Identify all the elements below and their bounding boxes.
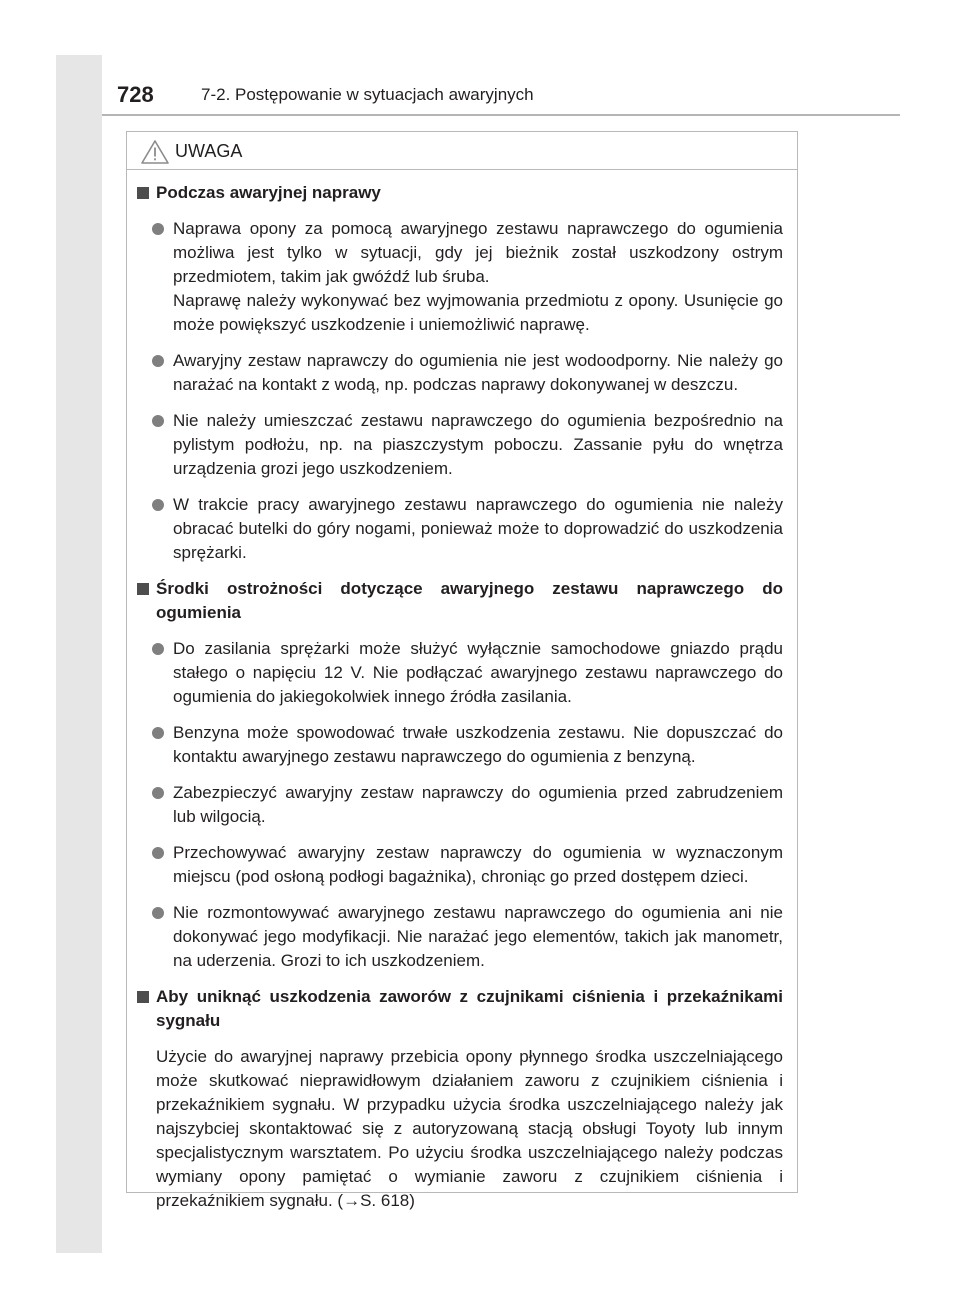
warning-title: UWAGA [175,141,243,161]
section-title: 7-2. Postępowanie w sytuacjach awaryjnych [201,85,534,104]
list-item: Awaryjny zestaw naprawczy do ogumienia nie jest wodoodporny. Nie należy go narażać na kontakt z wodą, np. podczas naprawy dokonywanej w deszczu. [137,349,783,397]
warning-box [126,131,798,1210]
bullet-icon [152,223,164,235]
warning-triangle-icon [140,139,170,165]
body-paragraph: Użycie do awaryjnej naprawy przebicia opony płynnego środka uszczelniającego może skutkować nieprawidłowym działaniem zaworu z czujnikiem ciśnienia i przekaźnikiem sygnału. W przypadku użycia środka uszczelniającego należy jak najszybciej skontaktować się z autoryzowaną stacją obsługi Toyoty lub innym specjalistycznym warsztatem. Po użyciu środka uszczelniającego należy podczas wymiany opony pamiętać o wymianie zaworu z czujnikiem ciśnienia i przekaźnikiem sygnału. (→S. 618) [156,1047,783,1210]
bullet-icon [152,643,164,655]
square-bullet-icon [137,991,149,1003]
list-item: Zabezpieczyć awaryjny zestaw naprawczy do ogumienia przed zabrudzeniem lub wilgocią. [137,781,783,829]
section-heading: Środki ostrożności dotyczące awaryjnego zestawu naprawczego do ogumienia [137,577,783,625]
header-rule [102,114,900,116]
bullet-icon [152,847,164,859]
warning-header [127,132,797,170]
warning-content [137,181,783,1213]
list-item: Naprawa opony za pomocą awaryjnego zestawu naprawczego do ogumienia możliwa jest tylko w sytuacji, gdy jej bieżnik został uszkodzony ostrym przedmiotem, takim jak gwóźdź lub śruba. Naprawę należy wykonywać bez wyjmowania przedmiotu z opony. Usunięcie go może powiększyć uszkodzenie i uniemożliwić naprawę. [137,217,783,337]
bullet-icon [152,787,164,799]
section-heading: Podczas awaryjnej naprawy [137,181,783,205]
page-number: 728 [117,82,154,107]
bullet-icon [152,355,164,367]
list-item: Do zasilania sprężarki może służyć wyłącznie samochodowe gniazdo prądu stałego o napięciu 12 V. Nie podłączać awaryjnego zestawu naprawczego do ogumienia do jakiegokolwiek innego źródła zasilania. [137,637,783,709]
page-sidebar [56,55,102,1253]
list-item: W trakcie pracy awaryjnego zestawu naprawczego do ogumienia nie należy obracać butelki do góry nogami, ponieważ może to doprowadzić do uszkodzenia sprężarki. [137,493,783,565]
bullet-icon [152,499,164,511]
square-bullet-icon [137,187,149,199]
list-item: Benzyna może spowodować trwałe uszkodzenia zestawu. Nie dopuszczać do kontaktu awaryjnego zestawu naprawczego do ogumienia z benzyną. [137,721,783,769]
bullet-icon [152,415,164,427]
bullet-icon [152,727,164,739]
bullet-icon [152,907,164,919]
section-heading: Aby uniknąć uszkodzenia zaworów z czujnikami ciśnienia i przekaźnikami sygnału [137,985,783,1033]
list-item: Przechowywać awaryjny zestaw naprawczy do ogumienia w wyznaczonym miejscu (pod osłoną podłogi bagażnika), chroniąc go przed dostępem dzieci. [137,841,783,889]
list-item: Nie rozmontowywać awaryjnego zestawu naprawczego do ogumienia ani nie dokonywać jego modyfikacji. Nie narażać jego elementów, takich jak manometr, na uderzenia. Grozi to ich uszkodzeniem. [137,901,783,973]
square-bullet-icon [137,583,149,595]
list-item: Nie należy umieszczać zestawu naprawczego do ogumienia bezpośrednio na pylistym podłożu, np. na piaszczystym poboczu. Zassanie pyłu do wnętrza urządzenia grozi jego uszkodzeniem. [137,409,783,481]
